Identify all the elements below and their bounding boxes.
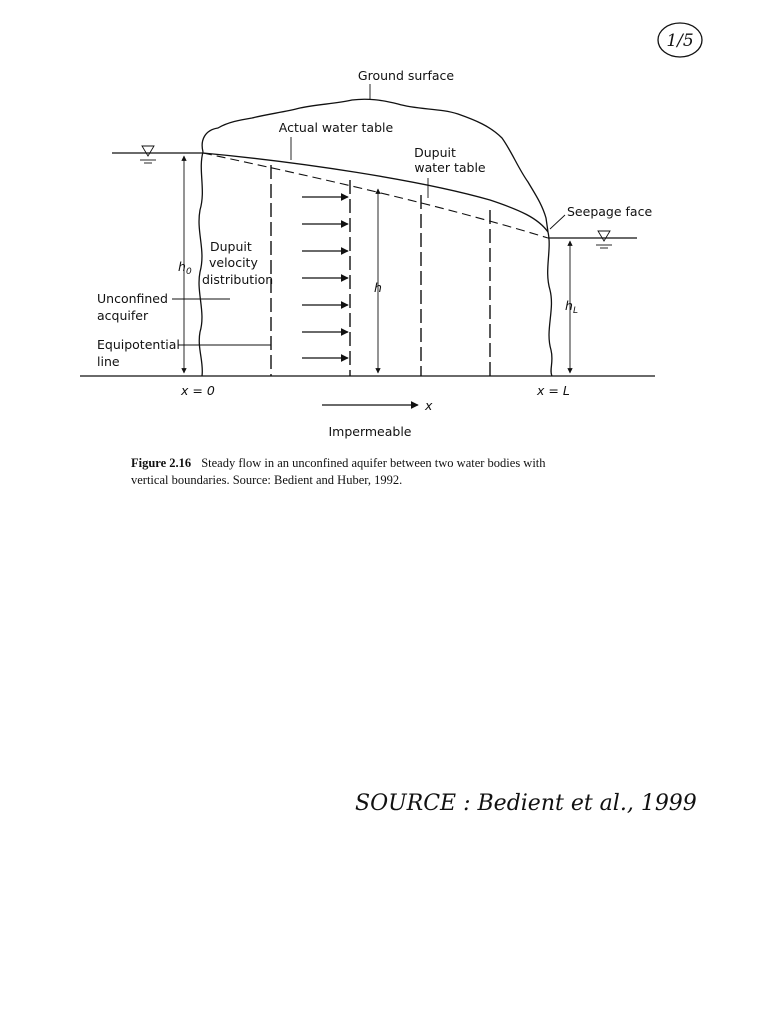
ground-surface-label: Ground surface	[357, 68, 455, 83]
hL-label: $h_L$	[565, 298, 578, 316]
figure-label: Figure 2.16	[131, 456, 192, 470]
page-number-mark	[658, 23, 702, 57]
right-water-level-symbol	[596, 231, 612, 248]
dupuit-water-table-label-line2: water table	[414, 160, 486, 175]
dupuit-water-table	[203, 153, 548, 238]
actual-water-table	[203, 153, 548, 232]
equipotential-label-line2: line	[97, 354, 120, 369]
seepage-face-leader	[550, 215, 565, 229]
impermeable-label: Impermeable	[328, 424, 412, 439]
x-axis-label: x	[425, 398, 433, 413]
x-zero-label: x = 0	[181, 383, 215, 398]
h0-label: $h_0$	[178, 259, 192, 277]
left-boundary	[199, 152, 203, 376]
dupuit-water-table-label-line1: Dupuit	[414, 145, 456, 160]
dupuit-velocity-label-line3: distribution	[202, 272, 274, 287]
x-L-label: x = L	[537, 383, 570, 398]
caption-line2: vertical boundaries. Source: Bedient and Huber, 1992.	[131, 473, 403, 487]
page-number-text: 1/5	[666, 31, 694, 51]
seepage-face-label: Seepage face	[567, 204, 653, 219]
caption-line1: Figure 2.16 Steady flow in an unconfined aquifer between two water bodies with	[131, 456, 546, 470]
left-water-level-symbol	[140, 146, 156, 163]
h-label: h	[374, 280, 382, 295]
dupuit-velocity-label-line2: velocity	[209, 255, 258, 270]
unconfined-aquifer-label-line1: Unconfined	[97, 291, 168, 306]
equipotential-label-line1: Equipotential	[97, 337, 180, 352]
velocity-arrows	[302, 197, 348, 358]
aquifer-diagram	[80, 68, 655, 439]
handwritten-source-note: SOURCE : Bedient et al., 1999	[355, 791, 697, 816]
figure-caption	[131, 456, 546, 487]
actual-water-table-label: Actual water table	[278, 120, 394, 135]
unconfined-aquifer-label-line2: acquifer	[97, 308, 149, 323]
dupuit-velocity-label-line1: Dupuit	[210, 239, 252, 254]
right-boundary	[548, 232, 552, 376]
